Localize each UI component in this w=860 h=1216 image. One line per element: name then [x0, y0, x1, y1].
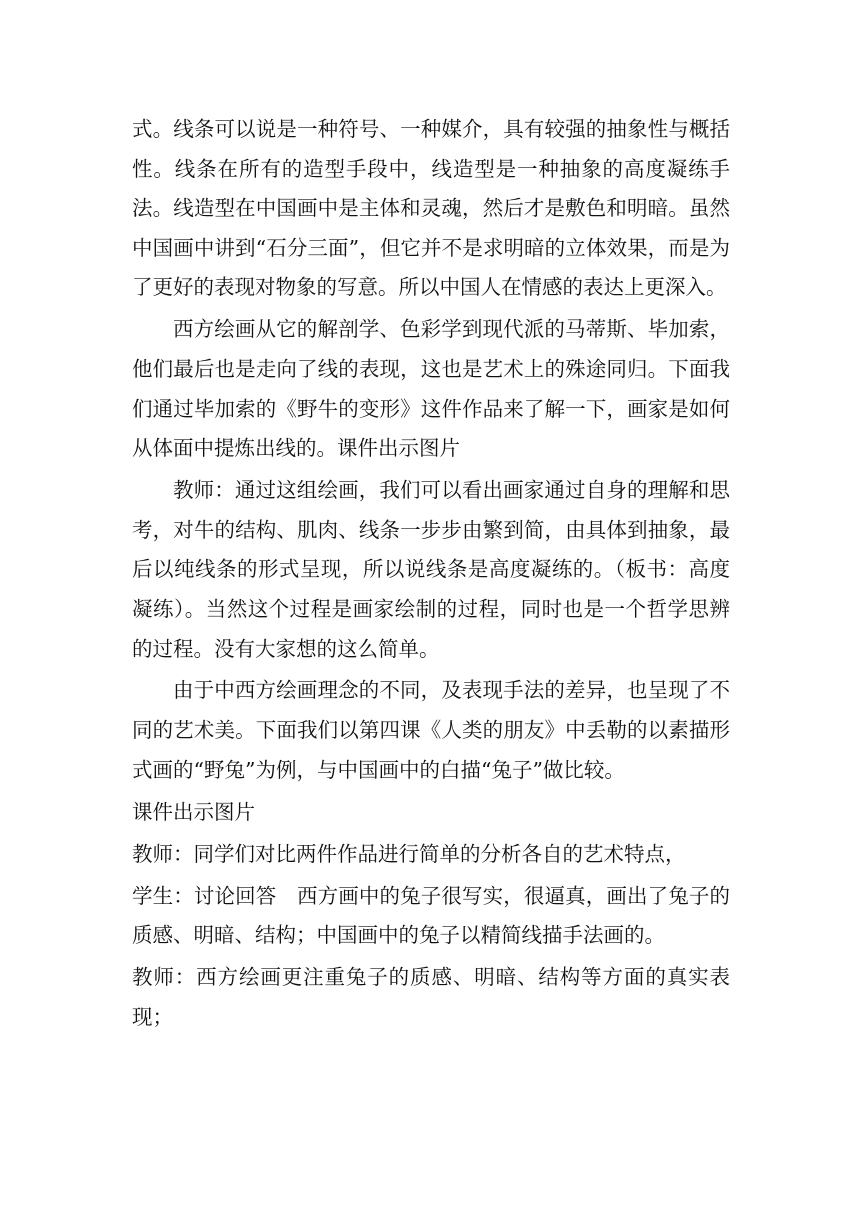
paragraph-5: 课件出示图片 — [132, 799, 255, 824]
document-body — [132, 110, 730, 1040]
paragraph-2: 西方绘画从它的解剖学、色彩学到现代派的马蒂斯、毕加索，他们最后也是走向了线的表现，这也是艺术上的殊途同归。下面我们通过毕加索的《野牛的变形》这件作品来了解一下，画家是如何从体面中提炼出线的。课件出示图片 — [132, 317, 730, 461]
paragraph-6: 教师：同学们对比两件作品进行简单的分析各自的艺术特点， — [132, 841, 686, 866]
paragraph-4: 由于中西方绘画理念的不同，及表现手法的差异，也呈现了不同的艺术美。下面我们以第四课《人类的朋友》中丢勒的以素描形式画的“野兔”为例，与中国画中的白描“兔子”做比较。 — [132, 678, 730, 782]
paragraph-7: 学生：讨论回答 西方画中的兔子很写实，很逼真，画出了兔子的质感、明暗、结构；中国画中的兔子以精简线描手法画的。 — [132, 883, 730, 948]
paragraph-1: 式。线条可以说是一种符号、一种媒介，具有较强的抽象性与概括性。线条在所有的造型手段中，线造型是一种抽象的高度凝练手法。线造型在中国画中是主体和灵魂，然后才是敷色和明暗。虽然中国画中讲到“石分三面”，但它并不是求明暗的立体效果，而是为了更好的表现对物象的写意。所以中国人在情感的表达上更深入。 — [132, 117, 730, 300]
paragraph-8: 教师：西方绘画更注重兔子的质感、明暗、结构等方面的真实表现； — [132, 965, 730, 1029]
paragraph-3: 教师：通过这组绘画，我们可以看出画家通过自身的理解和思考，对牛的结构、肌肉、线条一步步由繁到简，由具体到抽象，最后以纯线条的形式呈现，所以说线条是高度凝练的。（板书：高度凝练）。当然这个过程是画家绘制的过程，同时也是一个哲学思辨的过程。没有大家想的这么简单。 — [132, 478, 730, 661]
